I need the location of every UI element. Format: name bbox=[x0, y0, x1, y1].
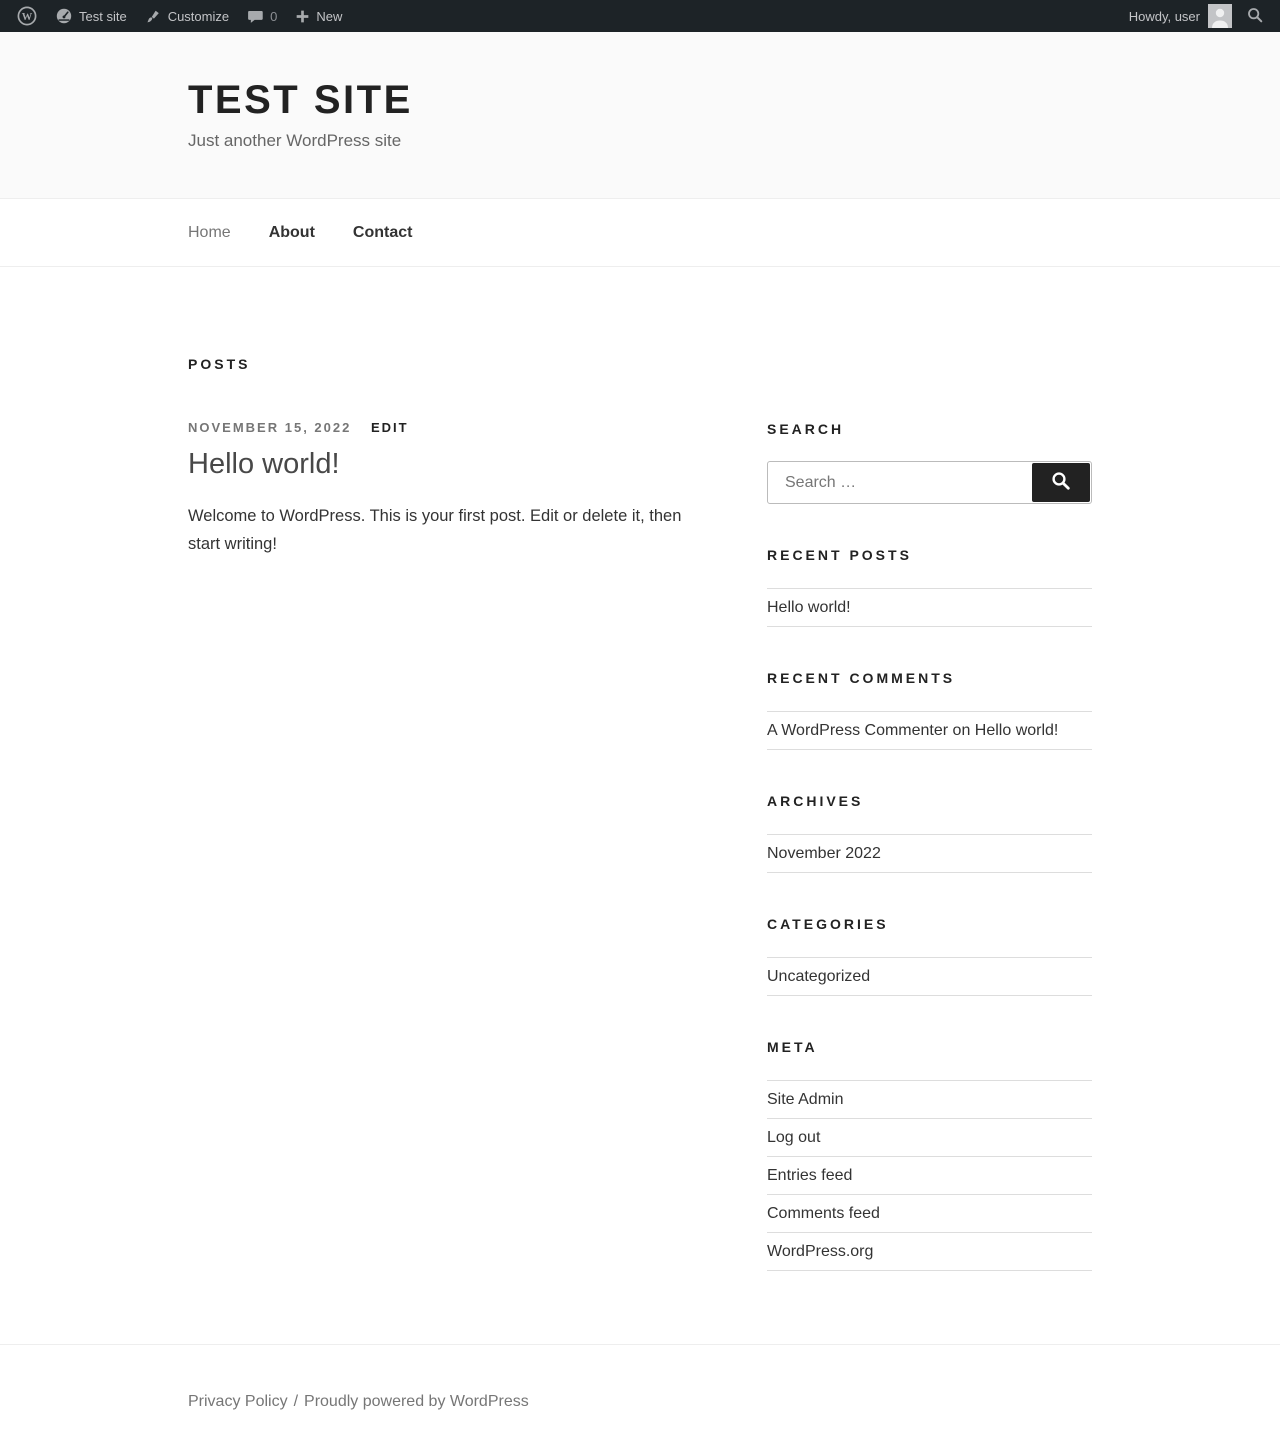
site-footer bbox=[0, 1344, 1280, 1452]
post-article bbox=[188, 420, 712, 558]
wordpress-logo-button[interactable] bbox=[8, 0, 46, 32]
admin-bar-new[interactable] bbox=[286, 0, 351, 32]
wordpress-org-link[interactable]: WordPress.org bbox=[767, 1243, 874, 1260]
nav-link-contact[interactable]: Contact bbox=[352, 224, 413, 241]
post-title-link[interactable] bbox=[188, 446, 712, 482]
site-title[interactable]: TEST SITE bbox=[188, 78, 413, 122]
sidebar bbox=[767, 420, 1092, 1271]
user-avatar bbox=[1208, 4, 1232, 28]
dashboard-gauge-icon bbox=[55, 7, 73, 25]
nav-item-home[interactable] bbox=[188, 222, 231, 243]
meta-widget bbox=[767, 1038, 1092, 1271]
meta-item-entries-feed[interactable] bbox=[767, 1157, 1092, 1195]
wordpress-logo-icon bbox=[17, 6, 37, 26]
admin-bar-customize[interactable] bbox=[136, 0, 238, 32]
site-header bbox=[0, 32, 1280, 198]
category-item[interactable] bbox=[767, 958, 1092, 996]
entries-feed-link[interactable]: Entries feed bbox=[767, 1167, 853, 1184]
recent-posts-title: RECENT POSTS bbox=[767, 547, 912, 563]
recent-comments-title: RECENT COMMENTS bbox=[767, 670, 956, 686]
site-admin-link[interactable]: Site Admin bbox=[767, 1091, 844, 1108]
admin-bar-customize-label: Customize bbox=[167, 8, 230, 24]
post-date-link[interactable]: NOVEMBER 15, 2022 bbox=[188, 420, 352, 435]
recent-post-link[interactable]: Hello world! bbox=[767, 599, 851, 616]
log-out-link[interactable]: Log out bbox=[767, 1129, 821, 1146]
plus-icon bbox=[295, 9, 310, 24]
archive-link[interactable]: November 2022 bbox=[767, 845, 881, 862]
meta-item-comments-feed[interactable] bbox=[767, 1195, 1092, 1233]
search-widget bbox=[767, 420, 1092, 504]
post-edit-link[interactable]: EDIT bbox=[370, 420, 409, 435]
post-title-text[interactable]: Hello world! bbox=[188, 448, 340, 480]
search-icon bbox=[1246, 6, 1264, 27]
site-tagline: Just another WordPress site bbox=[188, 131, 402, 150]
archives-title: ARCHIVES bbox=[767, 793, 864, 809]
posts-column bbox=[188, 420, 712, 1271]
search-form bbox=[767, 461, 1092, 504]
comment-bubble-icon bbox=[247, 8, 264, 25]
wp-admin-bar bbox=[0, 0, 1280, 32]
admin-bar-my-account[interactable] bbox=[1121, 4, 1240, 28]
admin-bar-comments[interactable] bbox=[238, 0, 286, 32]
comment-connector: on bbox=[948, 722, 975, 739]
archives-widget bbox=[767, 792, 1092, 873]
nav-item-contact[interactable] bbox=[353, 222, 413, 243]
page-title: POSTS bbox=[188, 356, 251, 372]
search-button-icon bbox=[1050, 470, 1072, 495]
admin-bar-search-button[interactable] bbox=[1240, 6, 1270, 27]
nav-link-home[interactable]: Home bbox=[188, 224, 231, 241]
comments-feed-link[interactable]: Comments feed bbox=[767, 1205, 880, 1222]
recent-comment-item bbox=[767, 712, 1092, 750]
category-link[interactable]: Uncategorized bbox=[767, 968, 871, 985]
footer-line bbox=[188, 1391, 1092, 1412]
recent-comments-widget bbox=[767, 669, 1092, 750]
recent-post-item[interactable] bbox=[767, 589, 1092, 627]
recent-posts-widget bbox=[767, 546, 1092, 627]
search-widget-title: SEARCH bbox=[767, 421, 845, 437]
meta-item-site-admin[interactable] bbox=[767, 1081, 1092, 1119]
privacy-policy-link[interactable]: Privacy Policy bbox=[188, 1393, 288, 1410]
meta-title: META bbox=[767, 1039, 818, 1055]
footer-separator: / bbox=[293, 1393, 299, 1410]
categories-title: CATEGORIES bbox=[767, 916, 889, 932]
admin-bar-left bbox=[8, 0, 351, 32]
admin-bar-new-label: New bbox=[316, 8, 343, 24]
post-body: Welcome to WordPress. This is your first post. Edit or delete it, then start writing! bbox=[188, 507, 682, 553]
entry-meta bbox=[188, 420, 712, 436]
categories-widget bbox=[767, 915, 1092, 996]
search-submit-button[interactable] bbox=[1032, 463, 1090, 502]
admin-bar-site-name-label: Test site bbox=[79, 8, 127, 24]
archive-item[interactable] bbox=[767, 835, 1092, 873]
admin-bar-site-name[interactable] bbox=[46, 0, 136, 32]
paintbrush-icon bbox=[145, 8, 162, 25]
admin-bar-howdy-label: Howdy, user bbox=[1128, 8, 1200, 24]
top-navigation bbox=[0, 198, 1280, 267]
svg-text:W: W bbox=[21, 11, 33, 23]
comment-post-link[interactable]: Hello world! bbox=[974, 722, 1059, 739]
site-main bbox=[0, 267, 1280, 1344]
comment-author-link[interactable]: A WordPress Commenter bbox=[767, 722, 949, 739]
nav-item-about[interactable] bbox=[269, 222, 315, 243]
meta-item-wordpress-org[interactable] bbox=[767, 1233, 1092, 1271]
admin-bar-right bbox=[1121, 0, 1270, 32]
meta-item-log-out[interactable] bbox=[767, 1119, 1092, 1157]
admin-bar-comment-count: 0 bbox=[270, 8, 278, 24]
nav-link-about[interactable]: About bbox=[268, 224, 315, 241]
powered-by-link[interactable]: Proudly powered by WordPress bbox=[304, 1393, 529, 1410]
